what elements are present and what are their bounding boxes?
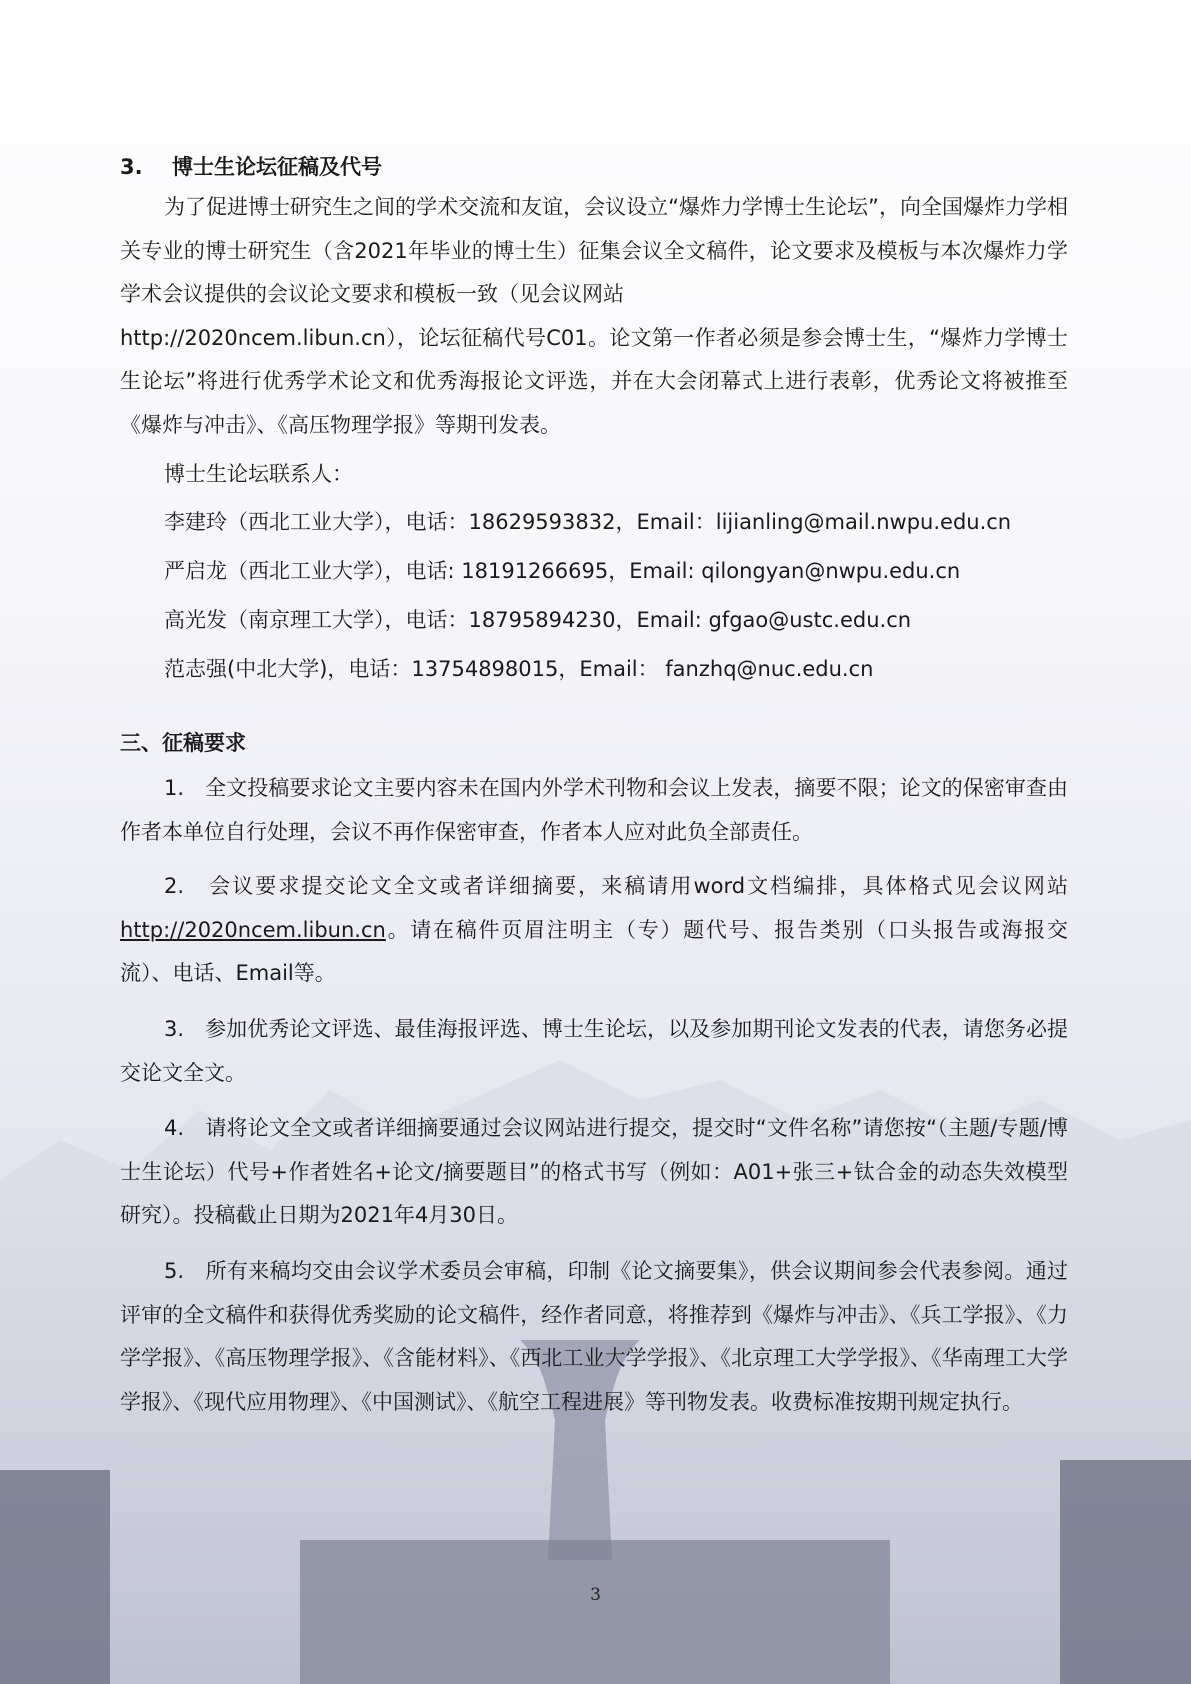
requirement-item-5: 5. 所有来稿均交由会议学术委员会审稿，印制《论文摘要集》，供会议期间参会代表参阅。通过评审的全文稿件和获得优秀奖励的论文稿件，经作者同意，将推荐到《爆炸与冲击》、《兵工学报》、《力学学报》、《高压物理学报》、《含能材料》、《西北工业大学学报》、《北京理工大学学报》、《华南理工大学学报》、《现代应用物理》、《中国测试》、《航空工程进展》等刊物发表。收费标准按期刊规定执行。 (120, 1259, 1068, 1414)
section-title: 博士生论坛征稿及代号 (172, 155, 382, 179)
intro-text-2: ），论坛征稿代号C01。论文第一作者必须是参会博士生，“爆炸力学博士生论坛”将进行优秀学术论文和优秀海报论文评选，并在大会闭幕式上进行表彰，优秀论文将被推至《爆炸与冲击》、《高压物理学报》等期刊发表。 (120, 325, 1068, 437)
intro-url: http://2020ncem.libun.cn (120, 325, 386, 350)
requirement-item-4: 4. 请将论文全文或者详细摘要通过会议网站进行提交，提交时“文件名称”请您按“（主题/专题/博士生论坛）代号+作者姓名+论文/摘要题目”的格式书写（例如：A01+张三+钛合金的动态失效模型研究）。投稿截止日期为2021年4月30日。 (120, 1116, 1068, 1227)
forum-intro-paragraph (120, 186, 1068, 447)
page-number: 3 (590, 1585, 601, 1605)
conference-website-link[interactable]: http://2020ncem.libun.cn (120, 917, 386, 942)
requirement-item-3: 3. 参加优秀论文评选、最佳海报评选、博士生论坛，以及参加期刊论文发表的代表，请您务必提交论文全文。 (120, 1017, 1068, 1085)
section-heading (120, 151, 382, 181)
section-number: 3. (120, 155, 143, 179)
contact-item: 严启龙（西北工业大学），电话: 18191266695，Email: qilongyan@nwpu.edu.cn (164, 559, 961, 583)
contact-item: 高光发（南京理工大学），电话：18795894230，Email: gfgao@ustc.edu.cn (164, 608, 912, 632)
requirement-item-2 (120, 865, 1068, 996)
item2-text-1: 2. 会议要求提交论文全文或者详细摘要，来稿请用word文档编排，具体格式见会议网站 (164, 874, 1068, 898)
contact-item: 范志强(中北大学)，电话：13754898015，Email： fanzhq@nuc.edu.cn (164, 657, 874, 681)
intro-text-1: 为了促进博士研究生之间的学术交流和友谊，会议设立“爆炸力学博士生论坛”，向全国爆炸力学相关专业的博士研究生（含2021年毕业的博士生）征集会议全文稿件，论文要求及模板与本次爆炸力学学术会议提供的会议论文要求和模板一致（见会议网站 (120, 195, 1068, 306)
contact-item: 李建玲（西北工业大学），电话：18629593832，Email：lijianling@mail.nwpu.edu.cn (164, 510, 1012, 534)
requirements-heading: 三、征稿要求 (120, 731, 246, 755)
requirement-item-1: 1. 全文投稿要求论文主要内容未在国内外学术刊物和会议上发表，摘要不限；论文的保密审查由作者本单位自行处理，会议不再作保密审查，作者本人应对此负全部责任。 (120, 776, 1068, 844)
item2-text-2: 。请在稿件页眉注明主（专）题代号、报告类别（口头报告或海报交流）、电话、Email等。 (120, 917, 1068, 985)
contacts-label: 博士生论坛联系人： (164, 462, 353, 486)
